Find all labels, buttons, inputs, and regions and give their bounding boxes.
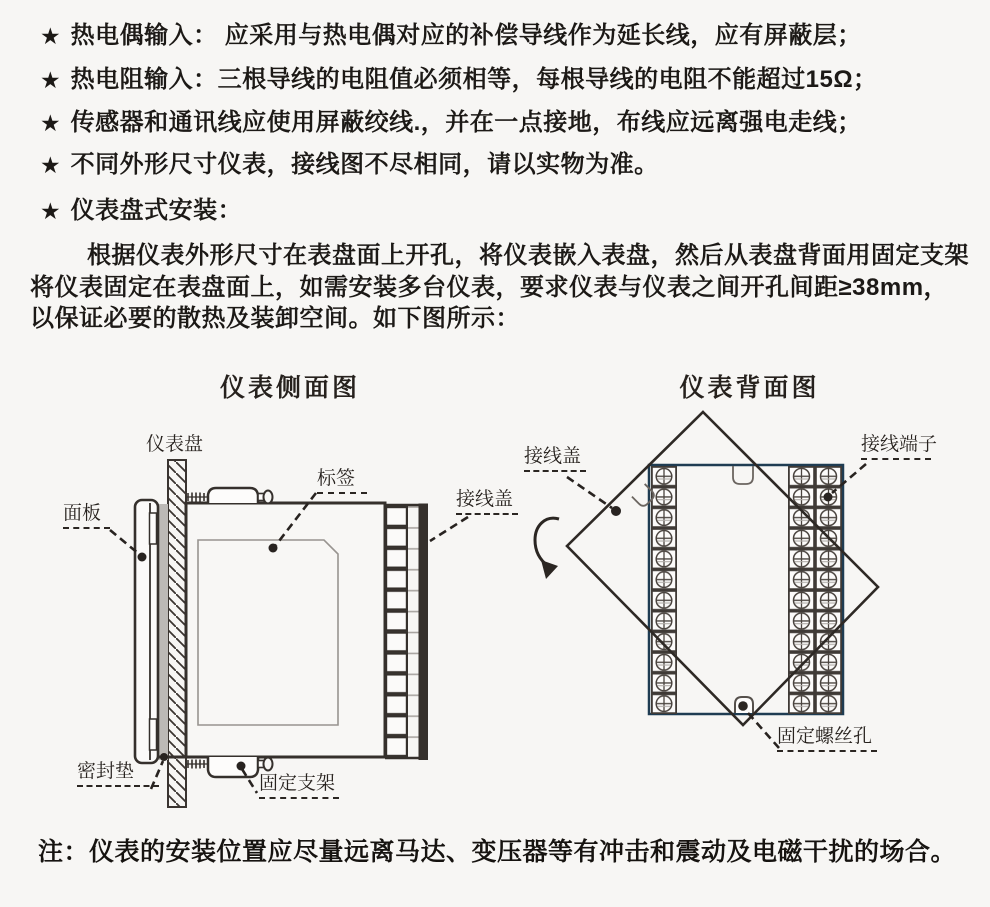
bullet-text: 热电阻输入：三根导线的电阻值必须相等，每根导线的电阻不能超过15Ω； <box>70 66 878 93</box>
seal-gasket-strip <box>158 504 168 760</box>
side-view-title: 仪表侧面图 <box>219 375 360 402</box>
front-panel-bezel <box>135 500 158 763</box>
star-icon: ★ <box>40 67 61 93</box>
wiring-cover-bar <box>419 504 429 761</box>
bottom-note: 注：仪表的安装位置应尽量远离马达、变压器等有冲击和震动及电磁干扰的场合。 <box>38 838 957 866</box>
paragraph-line: 将仪表固定在表盘面上，如需安装多台仪表，要求仪表与仪表之间开孔间距≥38mm， <box>30 273 949 301</box>
fixing-screw-hole <box>735 697 753 713</box>
bullet-text: 传感器和通讯线应使用屏蔽绞线.，并在一点接地，布线应远离强电走线； <box>70 109 862 136</box>
panel-wall <box>168 460 186 807</box>
star-icon: ★ <box>40 110 61 136</box>
paragraph-line: 以保证必要的散热及装卸空间。如下图所示： <box>30 305 520 332</box>
label-wiring-cover-side: 接线盖 <box>456 490 518 515</box>
bullet-text: 热电偶输入： 应采用与热电偶对应的补偿导线作为延长线，应有屏蔽层； <box>70 22 862 49</box>
star-icon: ★ <box>40 152 61 178</box>
bullet-text: 不同外形尺寸仪表，接线图不尽相同，请以实物为准。 <box>70 151 659 178</box>
star-icon: ★ <box>40 23 61 49</box>
label-front-panel: 面板 <box>63 504 110 529</box>
back-view-title: 仪表背面图 <box>679 375 820 402</box>
label-terminals: 接线端子 <box>861 435 931 460</box>
label-seal-gasket: 密封垫 <box>77 762 159 787</box>
terminal-strip-side <box>385 504 428 761</box>
side-view-diagram <box>110 460 468 807</box>
label-fixing-bracket: 固定支架 <box>259 774 339 799</box>
label-panel-board: 仪表盘 <box>146 434 204 455</box>
paragraph-line: 根据仪表外形尺寸在表盘面上开孔，将仪表嵌入表盘，然后从表盘背面用固定支架 <box>87 242 969 269</box>
rotate-arrow-icon <box>535 518 559 579</box>
back-view-diagram <box>535 412 878 748</box>
label-tag: 标签 <box>317 469 367 494</box>
terminal-column-left <box>651 466 677 714</box>
top-fixing-bracket <box>186 488 273 504</box>
label-screw-hole: 固定螺丝孔 <box>777 727 877 752</box>
bullet-text: 仪表盘式安装： <box>70 197 243 224</box>
label-wiring-cover-back: 接线盖 <box>524 447 586 472</box>
star-icon: ★ <box>40 198 61 224</box>
terminal-block-right <box>788 466 842 714</box>
top-tab <box>733 466 753 484</box>
